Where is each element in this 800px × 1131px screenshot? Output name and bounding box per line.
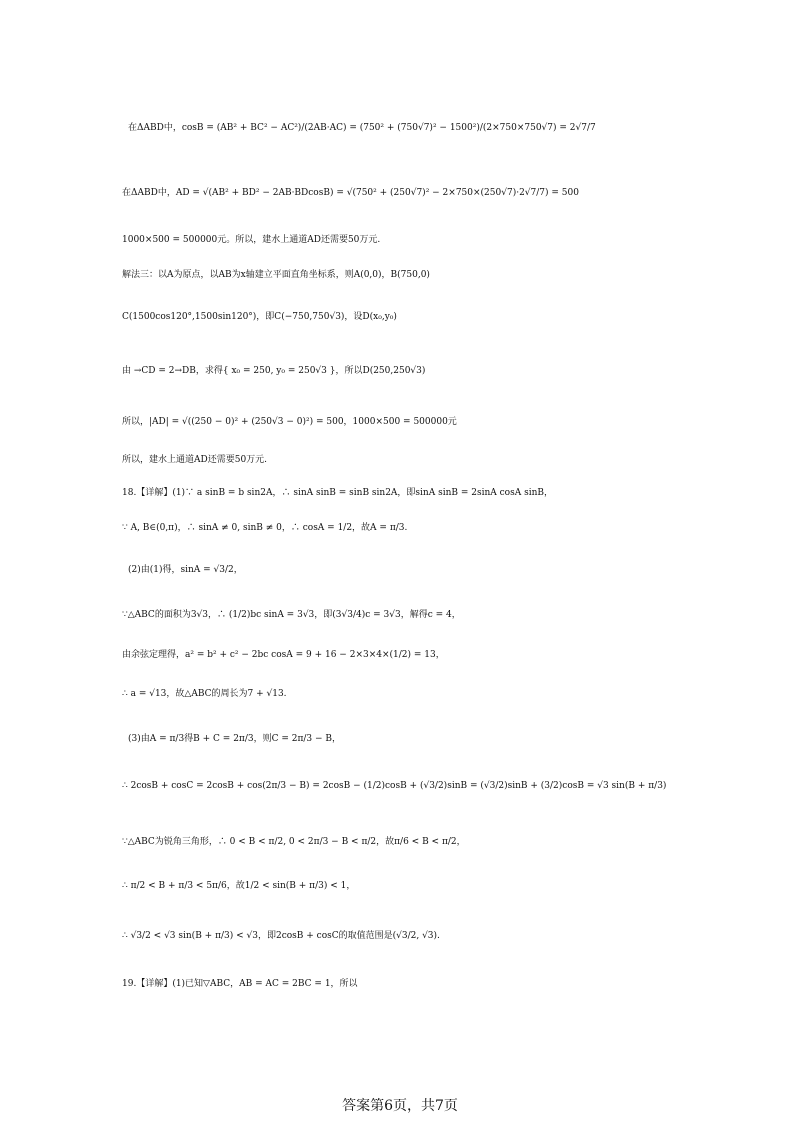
text-line: 1000×500 = 500000元。所以，建水上通道AD还需要50万元. bbox=[122, 235, 381, 245]
text-line: ∵ A, B∈(0,π)，∴ sinA ≠ 0, sinB ≠ 0，∴ cosA = 1/2，故A = π/3. bbox=[122, 523, 408, 533]
text-line: 由 →CD = 2→DB，求得{ x₀ = 250, y₀ = 250√3 }，所以D(250,250√3) bbox=[122, 366, 426, 376]
text-line: ∴ a = √13，故△ABC的周长为7 + √13. bbox=[122, 689, 287, 699]
text-line: ∵△ABC为锐角三角形，∴ 0 < B < π/2, 0 < 2π/3 − B < π/2，故π/6 < B < π/2， bbox=[122, 837, 466, 847]
text-line: (3)由A = π/3得B + C = 2π/3，则C = 2π/3 − B， bbox=[128, 734, 342, 744]
text-line: C(1500cos120°,1500sin120°)，即C(−750,750√3)，设D(x₀,y₀) bbox=[122, 312, 397, 322]
text-line: 在ΔABD中，AD = √(AB² + BD² − 2AB·BDcosB) = √(750² + (250√7)² − 2×750×(250√7)·2√7/7) = 500 bbox=[122, 188, 579, 198]
text-line: (2)由(1)得，sinA = √3/2， bbox=[128, 565, 243, 575]
text-line: 所以，|AD| = √((250 − 0)² + (250√3 − 0)²) = 500，1000×500 = 500000元 bbox=[122, 417, 457, 427]
text-line: 解法三：以A为原点，以AB为x轴建立平面直角坐标系，则A(0,0)，B(750,0) bbox=[122, 270, 430, 280]
text-line: ∴ √3/2 < √3 sin(B + π/3) < √3，即2cosB + cosC的取值范围是(√3/2, √3). bbox=[122, 931, 440, 941]
page-footer: 答案第6页，共7页 bbox=[342, 1098, 458, 1114]
text-line: ∵△ABC的面积为3√3，∴ (1/2)bc sinA = 3√3，即(3√3/4)c = 3√3，解得c = 4， bbox=[122, 610, 461, 620]
text-line: ∴ 2cosB + cosC = 2cosB + cos(2π/3 − B) = 2cosB − (1/2)cosB + (√3/2)sinB = (√3/2)sinB + (3/2)cosB = √3 sin(B + π/3) bbox=[122, 781, 667, 791]
text-line: 在ΔABD中，cosB = (AB² + BC² − AC²)/(2AB·AC) = (750² + (750√7)² − 1500²)/(2×750×750√7) = 2√7/7 bbox=[128, 123, 596, 133]
text-line: 19.【详解】(1)已知▽ABC，AB = AC = 2BC = 1，所以 bbox=[122, 979, 358, 989]
text-line: 18.【详解】(1)∵ a sinB = b sin2A，∴ sinA sinB = sinB sin2A，即sinA sinB = 2sinA cosA sinB， bbox=[122, 488, 553, 498]
text-line: 所以，建水上通道AD还需要50万元. bbox=[122, 455, 268, 465]
text-line: ∴ π/2 < B + π/3 < 5π/6，故1/2 < sin(B + π/3) < 1， bbox=[122, 881, 356, 891]
text-line: 由余弦定理得，a² = b² + c² − 2bc cosA = 9 + 16 − 2×3×4×(1/2) = 13， bbox=[122, 650, 445, 660]
